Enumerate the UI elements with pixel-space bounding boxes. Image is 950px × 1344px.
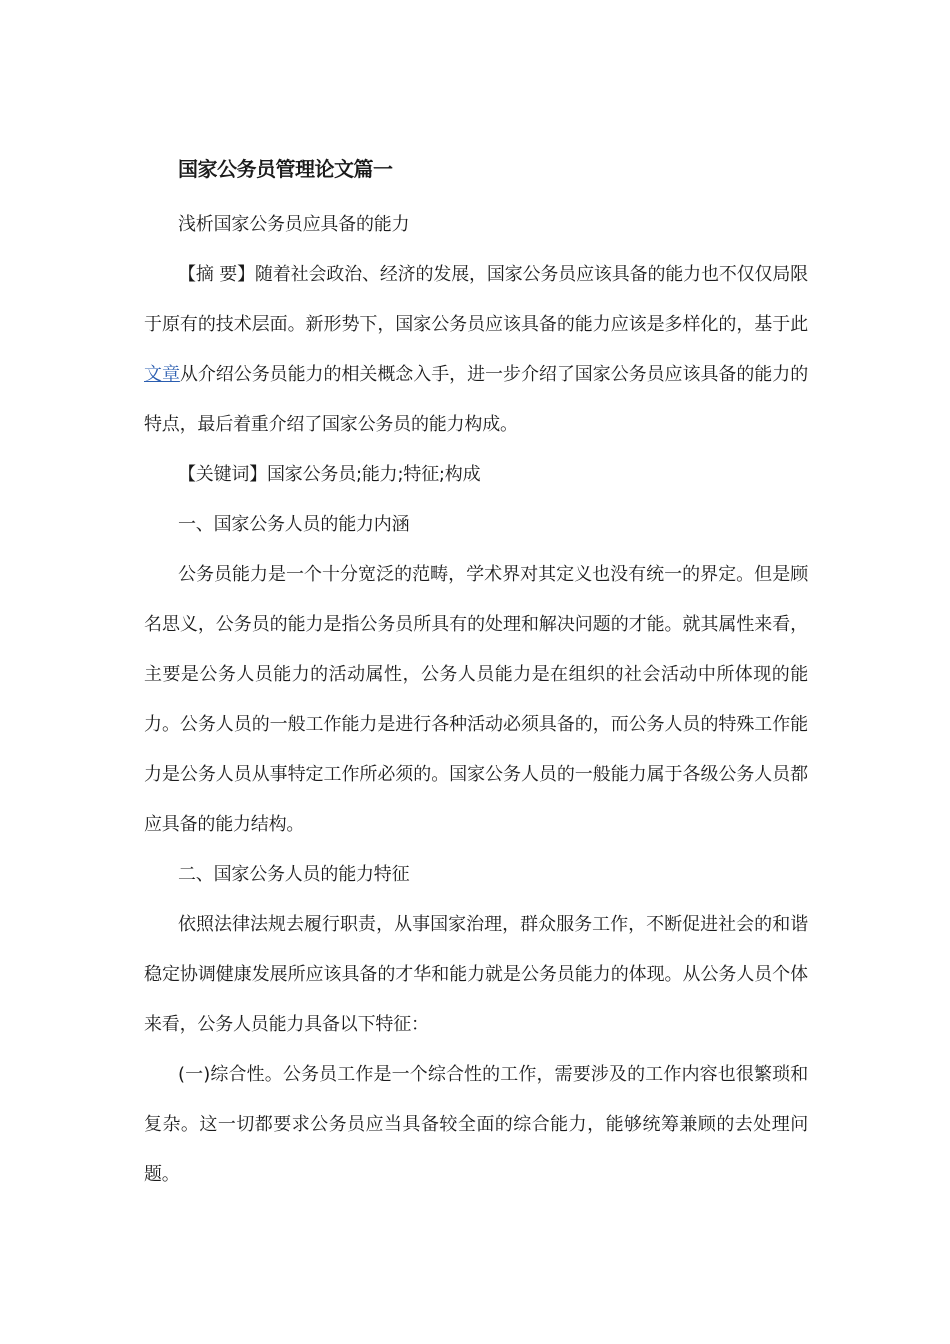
- section2-body: 依照法律法规去履行职责，从事国家治理，群众服务工作，不断促进社会的和谐稳定协调健康发展所应该具备的才华和能力就是公务员能力的体现。从公务人员个体来看，公务人员能力具备以下特征：: [144, 914, 808, 1035]
- document-page: [144, 144, 808, 1200]
- section2-item1: (一)综合性。公务员工作是一个综合性的工作，需要涉及的工作内容也很繁琐和复杂。这一切都要求公务员应当具备较全面的综合能力，能够统筹兼顾的去处理问题。: [144, 1064, 808, 1185]
- article-link[interactable]: 文章: [144, 364, 180, 385]
- section1-heading: 一、国家公务人员的能力内涵: [178, 514, 410, 535]
- section2-heading: 二、国家公务人员的能力特征: [178, 864, 410, 885]
- abstract-prefix: 【摘 要】随着社会政治、经济的发展，国家公务员应该具备的能力也不仅仅局限于原有的技术层面。新形势下，国家公务员应该具备的能力应该是多样化的，基于此: [144, 264, 808, 335]
- keywords-paragraph: 【关键词】国家公务员;能力;特征;构成: [178, 464, 481, 485]
- section1-body: 公务员能力是一个十分宽泛的范畴，学术界对其定义也没有统一的界定。但是顾名思义，公务员的能力是指公务员所具有的处理和解决问题的才能。就其属性来看，主要是公务人员能力的活动属性，公务人员能力是在组织的社会活动中所体现的能力。公务人员的一般工作能力是进行各种活动必须具备的，而公务人员的特殊工作能力是公务人员从事特定工作所必须的。国家公务人员的一般能力属于各级公务人员都应具备的能力结构。: [144, 564, 808, 835]
- abstract-paragraph: [144, 250, 808, 450]
- subtitle: 浅析国家公务员应具备的能力: [178, 214, 410, 235]
- document-title: 国家公务员管理论文篇一: [178, 157, 393, 181]
- abstract-suffix: 从介绍公务员能力的相关概念入手，进一步介绍了国家公务员应该具备的能力的特点，最后着重介绍了国家公务员的能力构成。: [144, 364, 808, 435]
